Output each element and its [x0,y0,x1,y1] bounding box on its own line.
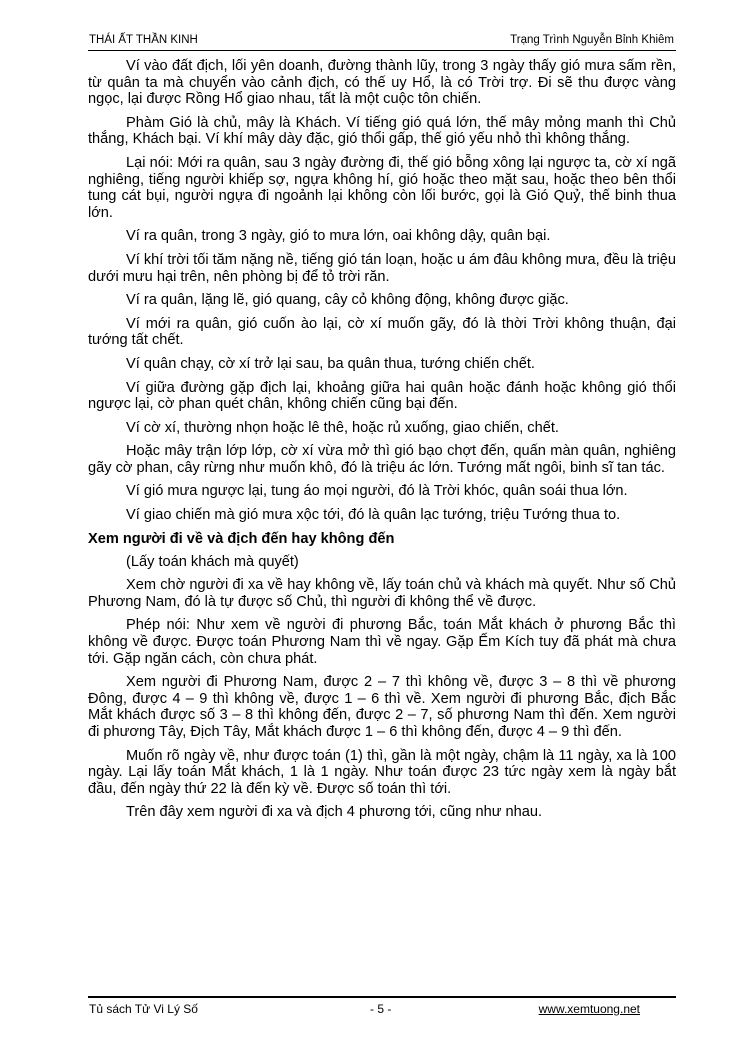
paragraph: Phép nói: Như xem về người đi phương Bắc, toán Mắt khách ở phương Bắc thì không về được. Được toán Phương Nam thì về ngay. Gặp Ếm Kích tuy đã phát mà chưa tới. Gặp ngăn cách, còn chưa phát. [88,617,676,667]
paragraph: Ví vào đất địch, lối yên doanh, đường thành lũy, trong 3 ngày thấy gió mưa sấm rền, từ quân ta mà chuyển vào cảnh địch, có thế uy Hổ, là có Trời trợ. Đi sẽ thu được vàng ngọc, lại được Rồng Hổ giao nhau, tất là một cuộc tôn chiến. [88,58,676,108]
page-number: - 5 - [370,1002,392,1016]
paragraph: Ví mới ra quân, gió cuốn ào lại, cờ xí muốn gãy, đó là thời Trời không thuận, đại tướng tất chết. [88,315,676,349]
paragraph: Ví gió mưa ngược lại, tung áo mọi người, đó là Trời khóc, quân soái thua lớn. [126,483,628,500]
paragraph: Ví quân chạy, cờ xí trở lại sau, ba quân thua, tướng chiến chết. [126,355,535,372]
paragraph: Hoặc mây trận lớp lớp, cờ xí vừa mở thì gió bạo chợt đến, quấn màn quân, nghiêng gãy cờ phan, cây rừng như muốn khô, đó là triệu ác lớn. Tướng mất ngôi, binh sĩ tan tác. [88,443,676,476]
paragraph: Phàm Gió là chủ, mây là Khách. Ví tiếng gió quá lớn, thế mây mỏng manh thì Chủ thắng, Khách bại. Ví khí mây dày đặc, gió thổi gấp, thế gió yếu nhỏ thì không thắng. [88,114,676,148]
paragraph: Ví giao chiến mà gió mưa xộc tới, đó là quân lạc tướng, triệu Tướng thua to. [126,507,621,524]
paragraph: Xem chờ người đi xa về hay không về, lấy toán chủ và khách mà quyết. Như số Chủ Phương Nam, đó là tự được số Chủ, thì người đi không thể về được. [88,577,676,610]
header-book-title: THÁI ẤT THẦN KINH [89,34,198,46]
page-body [88,58,676,828]
page-footer [88,996,676,1020]
paragraph: Ví cờ xí, thường nhọn hoặc lê thê, hoặc rủ xuống, giao chiến, chết. [126,419,559,436]
footer-series-title: Tủ sách Tử Vi Lý Số [89,1002,198,1016]
paragraph: Xem người đi Phương Nam, được 2 – 7 thì không về, được 3 – 8 thì về phương Đông, được 4 – 9 thì không về, được 1 – 6 thì về. Xem người đi phương Bắc, địch Bắc Mắt khách được số 3 – 8 thì không đến, được 2 – 7, số phương Nam thì đến. Xem người đi phương Tây, Địch Tây, Mắt khách được 1 – 6 thì không đến, được 4 – 9 thì đến. [88,674,676,740]
header-author: Trạng Trình Nguyễn Bỉnh Khiêm [510,34,674,46]
section-heading: Xem người đi về và địch đến hay không đến [88,530,395,547]
paragraph: Muốn rõ ngày về, như được toán (1) thì, gần là một ngày, chậm là 11 ngày, xa là 100 ngày. Lại lấy toán Mắt khách, 1 là 1 ngày. Như toán được 23 tức ngày xem là ngày bắt đầu, đến ngày thứ 22 là đến kỳ về. Được số toán thì tới. [88,747,676,797]
paragraph: Lại nói: Mới ra quân, sau 3 ngày đường đi, thế gió bỗng xông lại ngược ta, cờ xí ngã nghiêng, tiếng người khiếp sợ, ngựa không hí, gió hoặc theo mặt sau, hoặc theo bên thổi tung cát bụi, người ngựa đi ngoảnh lại không còn lối bước, gọi là Gió Quỷ, thế binh thua lớn. [88,154,676,221]
paragraph: Ví khí trời tối tăm nặng nề, tiếng gió tán loạn, hoặc u ám đâu không mưa, đều là triệu dưới mưu hại trên, nên phòng bị để tỏ trời răn. [88,251,676,285]
paragraph: Ví giữa đường gặp địch lại, khoảng giữa hai quân hoặc đánh hoặc không gió thổi ngược lại, cờ phan quét chân, không chiến cũng bại đến. [88,379,676,413]
paragraph: Ví ra quân, trong 3 ngày, gió to mưa lớn, oai không dậy, quân bại. [126,228,551,245]
paragraph: Ví ra quân, lặng lẽ, gió quang, cây cỏ không động, không được giặc. [126,292,569,309]
paragraph: Trên đây xem người đi xa và địch 4 phương tới, cũng như nhau. [126,804,543,821]
page-header [88,32,676,51]
footer-website-link[interactable]: www.xemtuong.net [538,1002,640,1016]
paragraph: (Lấy toán khách mà quyết) [126,553,299,570]
